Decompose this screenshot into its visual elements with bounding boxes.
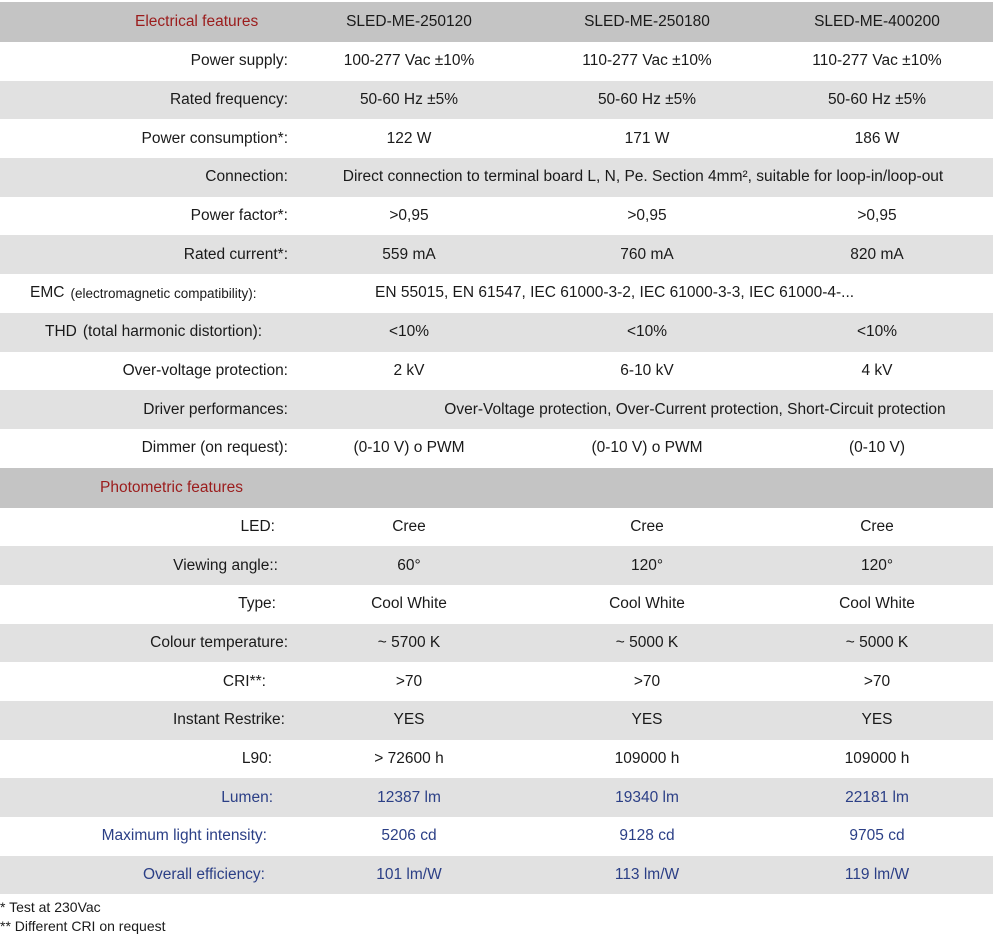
table-row — [0, 158, 993, 197]
row-value: (0-10 V) o PWM — [591, 439, 703, 457]
row-value: (0-10 V) — [849, 439, 905, 457]
row-label: Viewing angle:: — [173, 556, 278, 574]
table-row — [0, 197, 993, 236]
row-label: Power factor*: — [190, 207, 288, 225]
row-label: CRI**: — [222, 672, 266, 690]
photometric-header-row — [0, 468, 993, 508]
row-value: YES — [631, 711, 663, 729]
row-value: >0,95 — [627, 207, 667, 225]
table-row — [0, 313, 993, 352]
table-row — [0, 119, 993, 158]
row-value: YES — [393, 711, 425, 729]
row-value: 6-10 kV — [620, 361, 674, 379]
row-value: 109000 h — [844, 750, 910, 768]
section-title-photometric: Photometric features — [100, 478, 244, 496]
row-label — [45, 313, 315, 352]
row-value: >0,95 — [857, 207, 897, 225]
row-label: LED: — [240, 517, 275, 535]
spec-table — [0, 2, 993, 894]
row-value: <10% — [856, 323, 898, 341]
row-label: Overall efficiency: — [142, 866, 265, 884]
row-value: 101 lm/W — [376, 866, 442, 884]
table-row — [0, 352, 993, 391]
row-label: Connection: — [205, 168, 288, 186]
table-row — [0, 817, 993, 856]
row-value: 120° — [860, 556, 894, 574]
row-value: 22181 lm — [845, 788, 909, 806]
row-value: 113 lm/W — [614, 866, 680, 884]
row-value: >70 — [633, 672, 661, 690]
row-label: Rated frequency: — [169, 91, 288, 109]
row-value: 119 lm/W — [844, 866, 910, 884]
table-row — [0, 701, 993, 740]
footnote: * Test at 230Vac — [0, 899, 101, 915]
table-row — [0, 662, 993, 701]
table-row — [0, 429, 993, 468]
row-value: 100-277 Vac ±10% — [343, 52, 475, 70]
row-value: ~ 5000 K — [845, 633, 909, 651]
row-value: 110-277 Vac ±10% — [582, 52, 712, 70]
row-value: Cree — [392, 517, 426, 535]
footnote: ** Different CRI on request — [0, 918, 166, 934]
table-row — [0, 42, 993, 81]
table-row — [0, 390, 993, 429]
row-value: 109000 h — [614, 750, 680, 768]
row-label-main: THD — [45, 323, 77, 341]
row-value: 4 kV — [861, 361, 893, 379]
model-header-3: SLED-ME-400200 — [814, 13, 940, 30]
table-row — [0, 740, 993, 779]
row-label-main: EMC — [30, 284, 65, 302]
row-value: 9128 cd — [619, 827, 675, 845]
row-value: 122 W — [386, 129, 432, 147]
table-row — [0, 778, 993, 817]
row-value: >70 — [395, 672, 423, 690]
row-label-sub: (electromagnetic compatibility): — [70, 285, 257, 301]
table-row — [0, 81, 993, 120]
table-row — [0, 508, 993, 547]
row-value: 820 mA — [850, 245, 904, 263]
row-value: Cree — [630, 517, 664, 535]
row-value: (0-10 V) o PWM — [353, 439, 465, 457]
row-value: 50-60 Hz ±5% — [359, 91, 459, 109]
row-label: Maximum light intensity: — [101, 827, 267, 845]
table-row — [0, 585, 993, 624]
row-value: Cree — [860, 517, 894, 535]
footnotes — [0, 898, 166, 936]
row-label — [30, 274, 300, 313]
row-label: Colour temperature: — [150, 633, 288, 651]
row-value: 12387 lm — [377, 788, 441, 806]
row-value: 110-277 Vac ±10% — [812, 52, 942, 70]
row-label: Over-voltage protection: — [122, 361, 288, 379]
row-value: <10% — [626, 323, 668, 341]
row-value: >70 — [863, 672, 891, 690]
section-title-electrical: Electrical features — [135, 13, 259, 30]
row-label: Dimmer (on request): — [141, 439, 288, 457]
row-value: 760 mA — [620, 245, 674, 263]
row-value: 186 W — [854, 129, 900, 147]
row-value: <10% — [388, 323, 430, 341]
table-row — [0, 546, 993, 585]
table-row — [0, 235, 993, 274]
row-label-sub: (total harmonic distortion): — [82, 323, 263, 341]
row-label: Instant Restrike: — [173, 711, 285, 729]
row-value: 50-60 Hz ±5% — [597, 91, 697, 109]
row-value: 5206 cd — [381, 827, 437, 845]
row-value: 2 kV — [393, 361, 425, 379]
row-value: ~ 5000 K — [615, 633, 679, 651]
row-value: 19340 lm — [615, 788, 679, 806]
row-label: Type: — [238, 595, 276, 613]
row-value: >0,95 — [389, 207, 429, 225]
row-value: > 72600 h — [374, 750, 444, 768]
row-label: Power supply: — [190, 52, 288, 70]
row-value: Cool White — [839, 595, 915, 613]
row-value: Cool White — [371, 595, 447, 613]
row-value: YES — [861, 711, 893, 729]
row-label: Rated current*: — [183, 245, 288, 263]
model-header-1: SLED-ME-250120 — [346, 13, 472, 30]
table-row — [0, 624, 993, 663]
row-label: Lumen: — [221, 788, 273, 806]
row-value: 60° — [397, 556, 421, 574]
row-value: 120° — [630, 556, 664, 574]
model-header-2: SLED-ME-250180 — [584, 13, 710, 30]
row-value: 9705 cd — [849, 827, 905, 845]
row-value: 171 W — [624, 129, 670, 147]
table-row — [0, 856, 993, 895]
row-value: 559 mA — [382, 245, 436, 263]
row-value-span: Direct connection to terminal board L, N, Pe. Section 4mm², suitable for loop-in/loop-out — [342, 168, 944, 186]
row-label: L90: — [241, 750, 272, 768]
row-value: 50-60 Hz ±5% — [827, 91, 927, 109]
row-label: Driver performances: — [143, 400, 288, 418]
row-value-span: Over-Voltage protection, Over-Current protection, Short-Circuit protection — [444, 400, 946, 418]
table-row — [0, 274, 993, 313]
table-header-row — [0, 2, 993, 42]
row-label: Power consumption*: — [141, 129, 288, 147]
row-value-span: EN 55015, EN 61547, IEC 61000-3-2, IEC 61000-3-3, IEC 61000-4-... — [375, 284, 855, 302]
row-value: Cool White — [609, 595, 685, 613]
row-value: ~ 5700 K — [377, 633, 441, 651]
